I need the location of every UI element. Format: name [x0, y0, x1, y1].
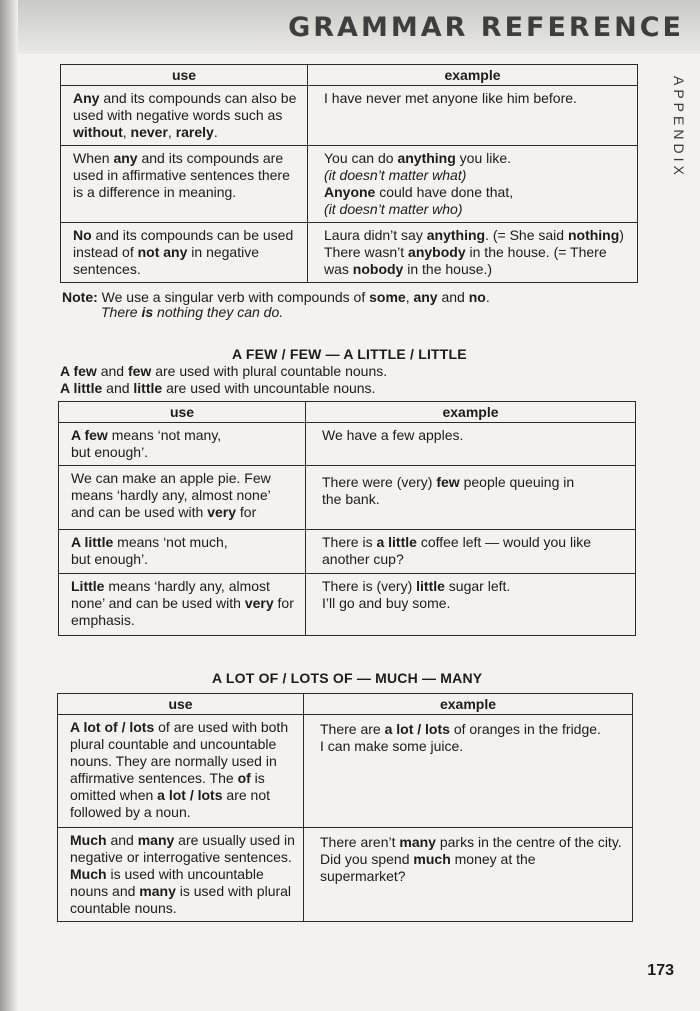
cell-line: When any and its compounds are used in affirmative sentences there is a difference in meaning.: [73, 150, 290, 200]
bold-term: anybody: [408, 244, 466, 260]
bold-term: is: [141, 304, 154, 320]
bold-term: nobody: [352, 261, 404, 277]
example-cell: [308, 146, 638, 223]
bold-term: anything: [397, 150, 456, 166]
intro-little: A little and little are used with uncountable nouns.: [60, 380, 376, 396]
cell-line: There were (very) few people queuing in the bank.: [322, 474, 575, 507]
cell-line: Little means ‘hardly any, almost none’ and can be used with very for emphasis.: [71, 578, 294, 628]
bold-term: Anyone: [324, 184, 376, 200]
table-row: [61, 223, 638, 283]
bold-term: A few: [60, 363, 97, 379]
bold-term: a lot / lots: [384, 721, 450, 737]
bold-term: nothing: [567, 227, 620, 243]
example-cell: [306, 530, 636, 574]
page-title: GRAMMAR REFERENCE: [288, 12, 684, 43]
bold-term: a lot / lots: [157, 787, 223, 803]
column-header-use: use: [61, 65, 308, 86]
bold-term: very: [244, 595, 274, 611]
use-cell: [61, 223, 308, 283]
example-cell: [304, 828, 633, 922]
cell-line: [324, 201, 629, 218]
column-header-example: example: [304, 694, 633, 715]
cell-line: There aren’t many parks in the centre of the city. Did you spend much money at the supermarket?: [320, 834, 622, 884]
cell-line: but enough’.: [71, 551, 149, 567]
cell-line: Much and many are usually used in negative or interrogative sentences. Much is used with uncountable nouns and many is used with plural countable nouns.: [70, 832, 295, 916]
cell-line: I’ll go and buy some.: [322, 595, 451, 611]
appendix-side-label: APPENDIX: [671, 76, 687, 179]
bold-term: any: [413, 289, 438, 305]
header-band: [18, 0, 700, 54]
table-row: [61, 146, 638, 223]
any-compounds-table: [60, 64, 638, 283]
bold-term: Any: [73, 90, 100, 106]
bold-term: without: [73, 124, 123, 140]
intro-few: A few and few are used with plural countable nouns.: [60, 363, 388, 379]
bold-term: anything: [426, 227, 486, 243]
italic-gloss: (it doesn’t matter what): [324, 167, 467, 183]
section-title-lot-much-many: A LOT OF / LOTS OF — MUCH — MANY: [212, 670, 483, 686]
bold-term: A lot of / lots: [70, 719, 155, 735]
bold-term: a little: [376, 534, 417, 550]
table-row: [59, 466, 636, 530]
bold-term: little: [416, 578, 445, 594]
example-cell: [306, 466, 636, 530]
table-row: [59, 530, 636, 574]
table-row: [59, 423, 636, 466]
bold-term: not any: [137, 244, 188, 260]
column-header-example: example: [308, 65, 638, 86]
use-cell: [59, 466, 306, 530]
bold-term: Much: [70, 866, 107, 882]
cell-line: There is a little coffee left — would you like another cup?: [322, 534, 591, 567]
use-cell: [59, 423, 306, 466]
note-example: There is nothing they can do.: [101, 304, 284, 320]
example-cell: [304, 715, 633, 828]
few-little-table: [58, 401, 636, 636]
lot-much-many-table: [57, 693, 633, 922]
bold-term: A little: [71, 534, 114, 550]
italic-gloss: (it doesn’t matter who): [324, 201, 463, 217]
cell-line: There wasn’t anybody in the house. (= There was nobody in the house.): [324, 244, 607, 277]
page-gutter-shadow: [0, 0, 18, 1011]
use-cell: [58, 828, 304, 922]
cell-line: We can make an apple pie. Few means ‘hardly any, almost none’ and can be used with very for: [71, 470, 271, 520]
column-header-use: use: [59, 402, 306, 423]
column-header-use: use: [58, 694, 304, 715]
bold-term: rarely: [175, 124, 214, 140]
bold-term: of: [237, 770, 251, 786]
bold-term: many: [139, 883, 176, 899]
bold-term: many: [399, 834, 436, 850]
bold-term: little: [133, 380, 163, 396]
bold-term: no: [468, 289, 486, 305]
example-cell: [306, 423, 636, 466]
bold-term: few: [436, 474, 460, 490]
cell-line: A lot of / lots of are used with both plural countable and uncountable nouns. They are normally used in affirmative sentences. The of is omitted when a lot / lots are not followed by a noun.: [70, 719, 289, 820]
cell-line: A few means ‘not many,: [71, 427, 222, 443]
use-cell: [59, 574, 306, 636]
bold-term: Little: [71, 578, 105, 594]
bold-term: A little: [60, 380, 103, 396]
cell-line: A little means ‘not much,: [71, 534, 228, 550]
column-header-example: example: [306, 402, 636, 423]
page-number: 173: [647, 962, 674, 979]
cell-line: There are a lot / lots of oranges in the fridge. I can make some juice.: [320, 721, 601, 754]
cell-line: No and its compounds can be used instead of not any in negative sentences.: [73, 227, 294, 277]
bold-term: any: [113, 150, 138, 166]
bold-term: A few: [71, 427, 108, 443]
table-row: [61, 86, 638, 146]
bold-term: never: [130, 124, 168, 140]
section-title-few-little: A FEW / FEW — A LITTLE / LITTLE: [232, 346, 467, 362]
bold-term: Much: [70, 832, 107, 848]
example-cell: [308, 86, 638, 146]
use-cell: [59, 530, 306, 574]
use-cell: [61, 146, 308, 223]
cell-line: but enough’.: [71, 444, 149, 460]
cell-line: Laura didn’t say anything. (= She said nothing): [324, 227, 624, 243]
note-text: We use a singular verb with compounds of some, any and no.: [101, 289, 490, 305]
use-cell: [61, 86, 308, 146]
cell-line: We have a few apples.: [322, 427, 464, 443]
cell-line: There is (very) little sugar left.: [322, 578, 511, 594]
cell-line: I have never met anyone like him before.: [324, 90, 577, 106]
cell-line: Anyone could have done that,: [324, 184, 514, 200]
cell-line: [324, 167, 629, 184]
bold-term: very: [207, 504, 237, 520]
table-row: [59, 574, 636, 636]
bold-term: some: [369, 289, 406, 305]
example-cell: [306, 574, 636, 636]
note-label: Note:: [62, 289, 98, 305]
use-cell: [58, 715, 304, 828]
bold-term: much: [413, 851, 451, 867]
bold-term: few: [127, 363, 152, 379]
bold-term: No: [73, 227, 92, 243]
cell-line: You can do anything you like.: [324, 150, 512, 166]
table-row: [58, 715, 633, 828]
example-cell: [308, 223, 638, 283]
bold-term: many: [137, 832, 175, 848]
table-row: [58, 828, 633, 922]
cell-line: Any and its compounds can also be used with negative words such as without, never, rarely.: [73, 90, 297, 140]
